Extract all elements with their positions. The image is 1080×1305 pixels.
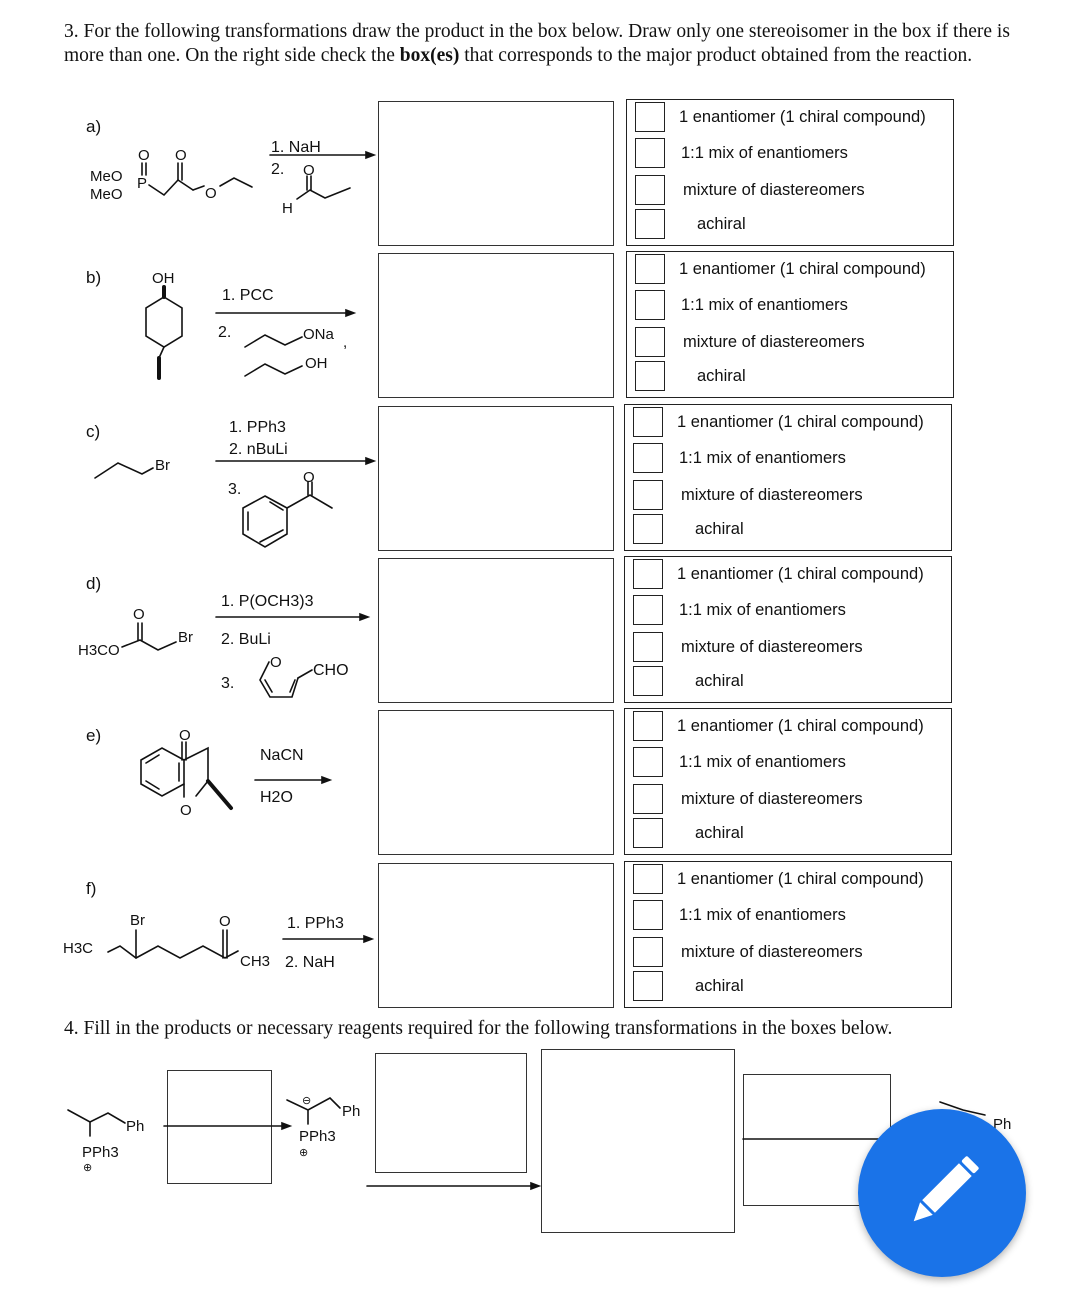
atom-label: Br — [130, 912, 145, 929]
atom-label: O — [219, 913, 231, 930]
pencil-icon — [858, 1109, 1026, 1277]
option-one-enantiomer[interactable]: 1 enantiomer (1 chiral compound) — [631, 864, 941, 896]
atom-label: O — [138, 147, 150, 164]
part-c-label: c) — [86, 422, 101, 441]
atom-label: O — [175, 147, 187, 164]
option-one-enantiomer[interactable]: 1 enantiomer (1 chiral compound) — [631, 711, 941, 743]
option-diastereomers[interactable]: mixture of diastereomers — [631, 632, 941, 664]
atom-label: PPh3 — [82, 1144, 119, 1161]
option-achiral[interactable]: achiral — [631, 666, 941, 698]
part-b-label: b) — [86, 268, 102, 287]
option-racemic-mix[interactable]: 1:1 mix of enantiomers — [631, 747, 941, 779]
option-racemic-mix[interactable]: 1:1 mix of enantiomers — [633, 138, 943, 170]
atom-label: Ph — [993, 1116, 1012, 1133]
atom-label: O — [270, 654, 282, 671]
question-4-text: 4. Fill in the products or necessary reagents required for the following transformations in the boxes below. — [64, 1018, 893, 1039]
reagent-label: 2. BuLi — [221, 631, 271, 648]
edit-fab-button[interactable] — [858, 1109, 1026, 1277]
atom-label: PPh3 — [299, 1128, 336, 1145]
atom-label: Br — [178, 629, 193, 646]
option-racemic-mix[interactable]: 1:1 mix of enantiomers — [631, 595, 941, 627]
atom-label: Ph — [126, 1118, 145, 1135]
reagent-label: 2. — [271, 161, 285, 178]
part-a-label: a) — [86, 117, 102, 136]
question-3-instructions-end: that corresponds to the major product obtained from the reaction. — [464, 45, 973, 66]
reagent-label: OH — [305, 355, 328, 372]
reagent-label: H2O — [260, 789, 293, 806]
atom-label: Br — [155, 457, 170, 474]
atom-label: O — [205, 185, 217, 202]
reagent-label: 1. PCC — [222, 287, 274, 304]
option-diastereomers[interactable]: mixture of diastereomers — [631, 784, 941, 816]
option-achiral[interactable]: achiral — [633, 209, 943, 241]
atom-label: O — [180, 802, 192, 819]
option-diastereomers[interactable]: mixture of diastereomers — [633, 327, 943, 359]
question-3-bold: box(es) — [399, 45, 460, 66]
reagent-label: CHO — [313, 662, 349, 679]
option-racemic-mix[interactable]: 1:1 mix of enantiomers — [631, 900, 941, 932]
reagent-label: NaCN — [260, 747, 304, 764]
charge-label: ⊕ — [83, 1162, 93, 1174]
atom-label: MeO — [90, 168, 123, 185]
atom-label: O — [179, 727, 191, 744]
atom-label: MeO — [90, 186, 123, 203]
reagent-label: , — [343, 334, 348, 351]
reagent-label: 1. P(OCH3)3 — [221, 593, 314, 610]
reagent-label: 2. nBuLi — [229, 441, 288, 458]
atom-label: Ph — [342, 1103, 361, 1120]
question-3-number: 3. — [64, 21, 79, 42]
option-diastereomers[interactable]: mixture of diastereomers — [633, 175, 943, 207]
reagent-label: 2. NaH — [285, 954, 335, 971]
charge-label: ⊖ — [302, 1095, 312, 1107]
option-diastereomers[interactable]: mixture of diastereomers — [631, 937, 941, 969]
atom-label: H — [282, 200, 293, 217]
part-e-label: e) — [86, 726, 102, 745]
option-one-enantiomer[interactable]: 1 enantiomer (1 chiral compound) — [631, 559, 941, 591]
reagent-label: 3. — [221, 675, 235, 692]
reagent-label: ONa — [303, 326, 334, 343]
reagent-label: 2. — [218, 324, 232, 341]
atom-label: CH3 — [240, 953, 271, 970]
option-one-enantiomer[interactable]: 1 enantiomer (1 chiral compound) — [631, 407, 941, 439]
atom-label: H3CO — [78, 642, 120, 659]
charge-label: ⊕ — [299, 1147, 309, 1159]
reagent-label: 1. PPh3 — [287, 915, 344, 932]
option-one-enantiomer[interactable]: 1 enantiomer (1 chiral compound) — [633, 254, 943, 286]
atom-label: P — [137, 175, 148, 192]
option-racemic-mix[interactable]: 1:1 mix of enantiomers — [631, 443, 941, 475]
reagent-label: 3. — [228, 481, 242, 498]
part-d-label: d) — [86, 574, 102, 593]
option-achiral[interactable]: achiral — [631, 514, 941, 546]
reagent-label: 1. NaH — [271, 139, 321, 156]
atom-label: O — [133, 606, 145, 623]
option-achiral[interactable]: achiral — [633, 361, 943, 393]
atom-label: O — [303, 162, 315, 179]
option-achiral[interactable]: achiral — [631, 818, 941, 850]
option-one-enantiomer[interactable]: 1 enantiomer (1 chiral compound) — [633, 102, 943, 134]
atom-label: O — [303, 469, 315, 486]
option-achiral[interactable]: achiral — [631, 971, 941, 1003]
atom-label: OH — [152, 270, 175, 287]
atom-label: H3C — [63, 940, 94, 957]
reagent-label: 1. PPh3 — [229, 419, 286, 436]
question-3-instructions: For the following transformations draw the product in the box below. Draw only one stereoisomer in the box if there is more than one. On the right side check the — [64, 21, 1010, 66]
option-diastereomers[interactable]: mixture of diastereomers — [631, 480, 941, 512]
option-racemic-mix[interactable]: 1:1 mix of enantiomers — [633, 290, 943, 322]
part-f-label: f) — [86, 879, 97, 898]
